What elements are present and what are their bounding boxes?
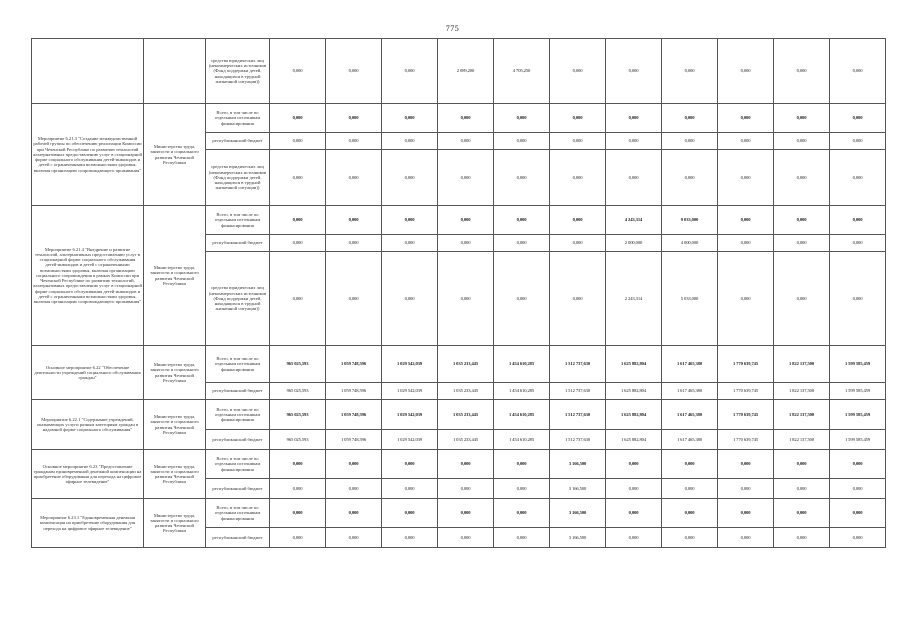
amount-cell: 0,000 bbox=[606, 450, 662, 479]
amount-cell: 0,000 bbox=[438, 479, 494, 499]
funding-source-cell: республиканский бюджет bbox=[206, 235, 270, 252]
amount-cell: 3 166,500 bbox=[550, 479, 606, 499]
amount-cell: 1 599 585,459 bbox=[830, 346, 886, 383]
event-name-cell: Основное мероприятие 6.22 "Обеспечение деятельности учреждений социального обслуживания граждан" bbox=[32, 346, 144, 400]
amount-cell: 0,000 bbox=[662, 479, 718, 499]
amount-cell: 0,000 bbox=[270, 104, 326, 133]
amount-cell: 0,000 bbox=[830, 39, 886, 104]
amount-cell: 1 035 233,445 bbox=[438, 430, 494, 450]
amount-cell: 0,000 bbox=[718, 528, 774, 548]
amount-cell: 0,000 bbox=[830, 206, 886, 235]
amount-cell: 0,000 bbox=[270, 133, 326, 150]
amount-cell: 0,000 bbox=[494, 528, 550, 548]
amount-cell: 0,000 bbox=[438, 528, 494, 548]
amount-cell: 0,000 bbox=[382, 150, 438, 206]
amount-cell: 2 243,314 bbox=[606, 252, 662, 346]
funding-source-cell: Всего, в том числе по отдельным источникам финансирования bbox=[206, 499, 270, 528]
event-name-cell: Мероприятие 6.22.1 "Содержание учреждений, оказывающих услуги разным категориям граждан в надомной форме социального обслуживания" bbox=[32, 400, 144, 450]
amount-cell: 0,000 bbox=[606, 479, 662, 499]
table-row bbox=[32, 104, 886, 133]
amount-cell: 1 029 542,039 bbox=[382, 383, 438, 400]
event-name-cell: Основное мероприятие 6.23 "Предоставление гражданам единовременной денежной компенсации на приобретение оборудования для перехода на цифровое эфирное телевидение" bbox=[32, 450, 144, 499]
amount-cell: 4 243,314 bbox=[606, 206, 662, 235]
executor-cell: Министерство труда, занятости и социального развития Чеченской Республики bbox=[144, 346, 206, 400]
amount-cell: 0,000 bbox=[550, 104, 606, 133]
amount-cell: 1 454 610,285 bbox=[494, 430, 550, 450]
amount-cell: 0,000 bbox=[718, 450, 774, 479]
amount-cell: 0,000 bbox=[774, 528, 830, 548]
amount-cell: 0,000 bbox=[718, 104, 774, 133]
amount-cell: 3 166,500 bbox=[550, 450, 606, 479]
amount-cell: 0,000 bbox=[662, 104, 718, 133]
amount-cell: 1 822 137,500 bbox=[774, 346, 830, 383]
amount-cell: 0,000 bbox=[270, 450, 326, 479]
funding-source-cell: республиканский бюджет bbox=[206, 430, 270, 450]
amount-cell: 0,000 bbox=[326, 528, 382, 548]
funding-source-cell: республиканский бюджет bbox=[206, 133, 270, 150]
amount-cell: 0,000 bbox=[382, 104, 438, 133]
amount-cell: 0,000 bbox=[718, 206, 774, 235]
table-row bbox=[32, 499, 886, 528]
amount-cell: 0,000 bbox=[438, 104, 494, 133]
amount-cell: 0,000 bbox=[494, 150, 550, 206]
amount-cell: 1 454 610,285 bbox=[494, 400, 550, 430]
funding-source-cell: республиканский бюджет bbox=[206, 528, 270, 548]
amount-cell: 0,000 bbox=[326, 235, 382, 252]
funding-source-cell: республиканский бюджет bbox=[206, 383, 270, 400]
amount-cell: 9 033,000 bbox=[662, 206, 718, 235]
amount-cell: 1 625 882,804 bbox=[606, 346, 662, 383]
amount-cell: 0,000 bbox=[326, 499, 382, 528]
amount-cell: 1 512 737,630 bbox=[550, 430, 606, 450]
amount-cell: 0,000 bbox=[774, 499, 830, 528]
amount-cell: 0,000 bbox=[830, 479, 886, 499]
table-row bbox=[32, 400, 886, 430]
amount-cell: 3 166,500 bbox=[550, 528, 606, 548]
amount-cell: 1 035 233,445 bbox=[438, 400, 494, 430]
amount-cell: 1 029 542,039 bbox=[382, 400, 438, 430]
amount-cell: 0,000 bbox=[326, 133, 382, 150]
event-name-cell bbox=[32, 39, 144, 104]
amount-cell: 1 512 737,630 bbox=[550, 346, 606, 383]
amount-cell: 0,000 bbox=[438, 499, 494, 528]
amount-cell: 965 025,593 bbox=[270, 430, 326, 450]
funding-source-cell: средства юридических лиц (некоммерческих источников (Фонд поддержки детей, находящихся в трудной жизненной ситуации)) bbox=[206, 150, 270, 206]
amount-cell: 0,000 bbox=[830, 252, 886, 346]
amount-cell: 0,000 bbox=[774, 39, 830, 104]
amount-cell: 0,000 bbox=[718, 499, 774, 528]
event-name-cell: Мероприятие 6.21.4 "Внедрение и развитие технологий, альтернативных предоставлению услуг в стационарной форме социального обслуживания детей-инвалидов и детей с ограниченными возможностями здоровья, включая организацию социального сопровождения в рамках Комиссии при Чеченской Республике по развитию технологий, альтернативных предоставлению услуг в стационарной форме социального обслуживания детей-инвалидов и детей с ограниченными возможностями здоровья, включая организацию сопровождающего проживания" bbox=[32, 206, 144, 346]
amount-cell: 1 059 748,596 bbox=[326, 346, 382, 383]
amount-cell: 0,000 bbox=[606, 528, 662, 548]
amount-cell: 0,000 bbox=[326, 450, 382, 479]
amount-cell: 0,000 bbox=[550, 206, 606, 235]
amount-cell: 0,000 bbox=[718, 235, 774, 252]
table-row bbox=[32, 39, 886, 104]
funding-source-cell: Всего, в том числе по отдельным источникам финансирования bbox=[206, 450, 270, 479]
amount-cell: 0,000 bbox=[382, 499, 438, 528]
amount-cell: 1 822 137,500 bbox=[774, 430, 830, 450]
amount-cell: 0,000 bbox=[270, 206, 326, 235]
executor-cell bbox=[144, 39, 206, 104]
amount-cell: 0,000 bbox=[718, 39, 774, 104]
amount-cell: 0,000 bbox=[494, 252, 550, 346]
amount-cell: 0,000 bbox=[382, 528, 438, 548]
amount-cell: 0,000 bbox=[382, 235, 438, 252]
amount-cell: 0,000 bbox=[438, 450, 494, 479]
amount-cell: 0,000 bbox=[830, 528, 886, 548]
amount-cell: 0,000 bbox=[382, 206, 438, 235]
amount-cell: 0,000 bbox=[382, 252, 438, 346]
amount-cell: 1 029 542,039 bbox=[382, 430, 438, 450]
amount-cell: 0,000 bbox=[382, 39, 438, 104]
amount-cell: 4 000,000 bbox=[662, 235, 718, 252]
amount-cell: 4 705,250 bbox=[494, 39, 550, 104]
amount-cell: 0,000 bbox=[438, 235, 494, 252]
amount-cell: 0,000 bbox=[550, 39, 606, 104]
amount-cell: 0,000 bbox=[438, 252, 494, 346]
amount-cell: 1 599 585,459 bbox=[830, 430, 886, 450]
amount-cell: 1 617 465,380 bbox=[662, 383, 718, 400]
amount-cell: 965 025,593 bbox=[270, 383, 326, 400]
amount-cell: 1 512 737,630 bbox=[550, 383, 606, 400]
amount-cell: 965 025,593 bbox=[270, 346, 326, 383]
amount-cell: 0,000 bbox=[270, 528, 326, 548]
amount-cell: 1 599 585,459 bbox=[830, 383, 886, 400]
budget-table bbox=[31, 38, 886, 548]
funding-source-cell: республиканский бюджет bbox=[206, 479, 270, 499]
amount-cell: 0,000 bbox=[718, 252, 774, 346]
amount-cell: 0,000 bbox=[606, 133, 662, 150]
amount-cell: 0,000 bbox=[270, 499, 326, 528]
amount-cell: 1 512 737,630 bbox=[550, 400, 606, 430]
amount-cell: 0,000 bbox=[830, 133, 886, 150]
funding-source-cell: средства юридических лиц (некоммерческих источников (Фонд поддержки детей, находящихся в трудной жизненной ситуации)) bbox=[206, 39, 270, 104]
executor-cell: Министерство труда, занятости и социального развития Чеченской Республики bbox=[144, 450, 206, 499]
page-number: 775 bbox=[445, 24, 460, 33]
amount-cell: 0,000 bbox=[382, 133, 438, 150]
amount-cell: 0,000 bbox=[270, 252, 326, 346]
amount-cell: 0,000 bbox=[494, 499, 550, 528]
amount-cell: 0,000 bbox=[270, 39, 326, 104]
amount-cell: 0,000 bbox=[270, 479, 326, 499]
amount-cell: 1 059 748,596 bbox=[326, 400, 382, 430]
amount-cell: 0,000 bbox=[662, 39, 718, 104]
amount-cell: 0,000 bbox=[326, 206, 382, 235]
amount-cell: 0,000 bbox=[718, 150, 774, 206]
amount-cell: 0,000 bbox=[662, 450, 718, 479]
amount-cell: 0,000 bbox=[830, 450, 886, 479]
amount-cell: 1 625 882,804 bbox=[606, 400, 662, 430]
amount-cell: 1 822 137,500 bbox=[774, 400, 830, 430]
amount-cell: 0,000 bbox=[494, 235, 550, 252]
funding-source-cell: Всего, в том числе по отдельным источникам финансирования bbox=[206, 104, 270, 133]
amount-cell: 0,000 bbox=[550, 150, 606, 206]
amount-cell: 0,000 bbox=[270, 235, 326, 252]
amount-cell: 2 000,000 bbox=[606, 235, 662, 252]
amount-cell: 0,000 bbox=[550, 252, 606, 346]
amount-cell: 1 617 465,380 bbox=[662, 346, 718, 383]
executor-cell: Министерство труда, занятости и социального развития Чеченской Республики bbox=[144, 104, 206, 206]
amount-cell: 1 035 233,445 bbox=[438, 383, 494, 400]
amount-cell: 1 770 639,745 bbox=[718, 400, 774, 430]
amount-cell: 0,000 bbox=[438, 150, 494, 206]
funding-source-cell: Всего, в том числе по отдельным источникам финансирования bbox=[206, 346, 270, 383]
funding-source-cell: Всего, в том числе по отдельным источникам финансирования bbox=[206, 400, 270, 430]
funding-source-cell: Всего, в том числе по отдельным источникам финансирования bbox=[206, 206, 270, 235]
amount-cell: 0,000 bbox=[830, 235, 886, 252]
amount-cell: 0,000 bbox=[550, 235, 606, 252]
amount-cell: 0,000 bbox=[382, 450, 438, 479]
amount-cell: 0,000 bbox=[326, 252, 382, 346]
funding-source-cell: средства юридических лиц (некоммерческих источников (Фонд поддержки детей, находящихся в трудной жизненной ситуации)) bbox=[206, 252, 270, 346]
table-row bbox=[32, 346, 886, 383]
amount-cell: 0,000 bbox=[774, 133, 830, 150]
amount-cell: 0,000 bbox=[494, 133, 550, 150]
amount-cell: 1 059 748,596 bbox=[326, 383, 382, 400]
amount-cell: 2 089,200 bbox=[438, 39, 494, 104]
amount-cell: 0,000 bbox=[774, 479, 830, 499]
event-name-cell: Мероприятие 6.23.1 "Единовременная денежная компенсация на приобретение оборудования для перехода на цифровое эфирное телевидение" bbox=[32, 499, 144, 548]
executor-cell: Министерство труда, занятости и социального развития Чеченской Республики bbox=[144, 499, 206, 548]
amount-cell: 0,000 bbox=[774, 206, 830, 235]
amount-cell: 0,000 bbox=[718, 133, 774, 150]
amount-cell: 3 166,500 bbox=[550, 499, 606, 528]
amount-cell: 1 454 610,285 bbox=[494, 346, 550, 383]
amount-cell: 0,000 bbox=[438, 133, 494, 150]
amount-cell: 1 035 233,445 bbox=[438, 346, 494, 383]
amount-cell: 1 454 610,285 bbox=[494, 383, 550, 400]
amount-cell: 0,000 bbox=[438, 206, 494, 235]
amount-cell: 0,000 bbox=[550, 133, 606, 150]
amount-cell: 1 059 748,596 bbox=[326, 430, 382, 450]
amount-cell: 0,000 bbox=[662, 133, 718, 150]
table-row bbox=[32, 450, 886, 479]
amount-cell: 0,000 bbox=[774, 235, 830, 252]
amount-cell: 0,000 bbox=[606, 150, 662, 206]
amount-cell: 0,000 bbox=[326, 104, 382, 133]
amount-cell: 1 625 882,804 bbox=[606, 383, 662, 400]
amount-cell: 0,000 bbox=[326, 150, 382, 206]
amount-cell: 0,000 bbox=[606, 39, 662, 104]
amount-cell: 5 033,000 bbox=[662, 252, 718, 346]
amount-cell: 0,000 bbox=[662, 499, 718, 528]
amount-cell: 965 025,593 bbox=[270, 400, 326, 430]
amount-cell: 0,000 bbox=[494, 479, 550, 499]
amount-cell: 1 599 585,459 bbox=[830, 400, 886, 430]
amount-cell: 0,000 bbox=[830, 150, 886, 206]
amount-cell: 1 770 639,745 bbox=[718, 383, 774, 400]
amount-cell: 1 822 137,500 bbox=[774, 383, 830, 400]
amount-cell: 0,000 bbox=[662, 150, 718, 206]
amount-cell: 0,000 bbox=[774, 252, 830, 346]
amount-cell: 1 617 465,380 bbox=[662, 400, 718, 430]
amount-cell: 1 770 639,745 bbox=[718, 430, 774, 450]
amount-cell: 1 617 465,380 bbox=[662, 430, 718, 450]
table-row bbox=[32, 206, 886, 235]
amount-cell: 0,000 bbox=[382, 479, 438, 499]
amount-cell: 0,000 bbox=[718, 479, 774, 499]
amount-cell: 0,000 bbox=[494, 450, 550, 479]
amount-cell: 0,000 bbox=[326, 479, 382, 499]
executor-cell: Министерство труда, занятости и социального развития Чеченской Республики bbox=[144, 400, 206, 450]
amount-cell: 0,000 bbox=[774, 450, 830, 479]
amount-cell: 1 625 882,804 bbox=[606, 430, 662, 450]
event-name-cell: Мероприятие 6.21.3 "Создание межведомственной рабочей группы по обеспечению реализации Комиссии при Чеченской Республике по развитию технологий альтернативных предоставлению услуг в стационарной форме социального обслуживания детей-инвалидов и детей с ограниченными возможностями здоровья, включая организацию сопровождающего проживания" bbox=[32, 104, 144, 206]
amount-cell: 0,000 bbox=[326, 39, 382, 104]
amount-cell: 0,000 bbox=[830, 499, 886, 528]
amount-cell: 0,000 bbox=[606, 499, 662, 528]
amount-cell: 1 029 542,039 bbox=[382, 346, 438, 383]
amount-cell: 0,000 bbox=[606, 104, 662, 133]
amount-cell: 0,000 bbox=[270, 150, 326, 206]
budget-table-body bbox=[32, 39, 886, 548]
amount-cell: 0,000 bbox=[662, 528, 718, 548]
amount-cell: 0,000 bbox=[830, 104, 886, 133]
amount-cell: 0,000 bbox=[774, 150, 830, 206]
amount-cell: 0,000 bbox=[774, 104, 830, 133]
amount-cell: 0,000 bbox=[494, 206, 550, 235]
executor-cell: Министерство труда, занятости и социального развития Чеченской Республики bbox=[144, 206, 206, 346]
amount-cell: 1 770 639,745 bbox=[718, 346, 774, 383]
amount-cell: 0,000 bbox=[494, 104, 550, 133]
